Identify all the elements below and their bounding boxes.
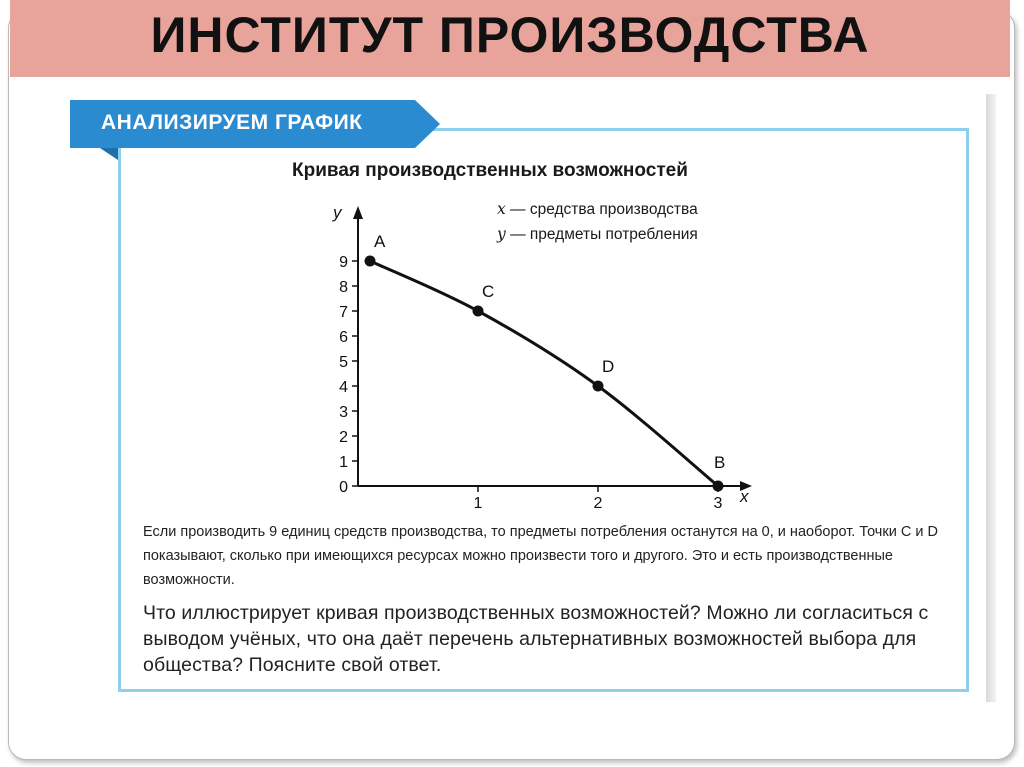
y-tick-label: 3 [339,404,348,421]
point-a [365,256,376,267]
y-axis-label: y [333,203,342,222]
y-tick-label: 6 [339,329,348,346]
x-tick-label: 2 [593,495,603,512]
y-tick-label: 1 [339,454,348,471]
legend-var: x [497,200,506,218]
point-b [713,481,724,492]
x-tick-label: 3 [713,495,723,512]
point-label: D [602,357,615,376]
y-tick-label: 2 [339,429,348,446]
x-axis-label: x [740,487,749,506]
legend-var: y [497,225,506,243]
point-label: C [482,282,495,301]
point-label: B [714,453,726,472]
ppf-curve [370,261,718,486]
point-d [593,381,604,392]
explanation-paragraph: Если производить 9 единиц средств производства, то предметы потребления останутся на 0, и наоборот. Точки C и D показывают, сколько при имеющихся ресурсах можно произвести того и другого. Это и есть производственные возможности. [143,524,938,588]
slide-title: ИНСТИТУТ ПРОИЗВОДСТВА [150,7,870,63]
chart-title: Кривая производственных возможностей [292,160,688,181]
point-label: A [374,232,386,251]
section-tag-label: АНАЛИЗИРУЕМ ГРАФИК [101,111,363,134]
y-tick-label: 5 [339,354,348,371]
y-tick-label: 0 [339,479,348,496]
x-tick-label: 1 [473,495,483,512]
y-tick-label: 7 [339,304,348,321]
question-paragraph: Что иллюстрирует кривая производственных возможностей? Можно ли согласиться с выводом учёных, что она даёт перечень альтернативных возможностей выбора для общества? Поясните свой ответ. [143,602,929,676]
legend-text: — средства производства [505,201,698,218]
legend-text: — предметы потребления [505,226,698,243]
y-tick-label: 8 [339,279,348,296]
point-c [473,306,484,317]
y-axis-arrow [353,206,363,219]
y-tick-label: 9 [339,254,348,271]
y-tick-label: 4 [339,379,348,396]
